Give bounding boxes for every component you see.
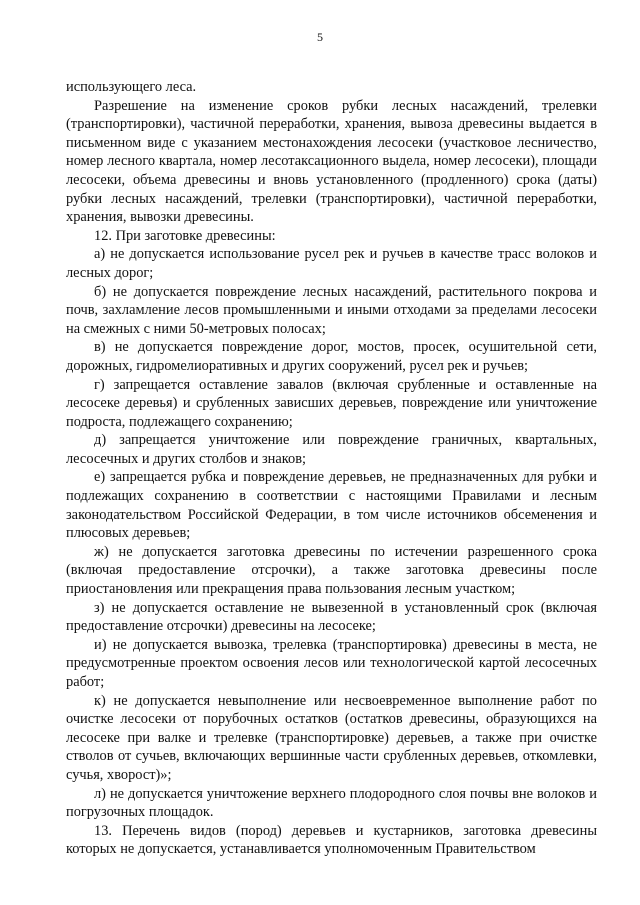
paragraph-item-g: г) запрещается оставление завалов (включая срубленные и оставленные на лесосеке деревья) и срубленных зависших деревьев, повреждение или уничтожение подроста, подлежащего сохранению;	[66, 376, 597, 430]
paragraph-section-12-heading: 12. При заготовке древесины:	[94, 227, 276, 244]
paragraph-item-e: е) запрещается рубка и повреждение деревьев, не предназначенных для рубки и подлежащих сохранению в соответствии с настоящими Правилами и лесным законодательством Российской Федерации, в том числе источников обсеменения и плюсовых деревьев;	[66, 469, 597, 542]
paragraph-item-v: в) не допускается повреждение дорог, мостов, просек, осушительной сети, дорожных, гидромелиоративных и других сооружений, русел рек и ручьев;	[66, 339, 597, 374]
paragraph-item-i: и) не допускается вывозка, трелевка (транспортировка) древесины в места, не предусмотренные проектом освоения лесов или технологической картой лесосечных работ;	[66, 636, 597, 690]
paragraph-section-13: 13. Перечень видов (пород) деревьев и кустарников, заготовка древесины которых не допускается, устанавливается уполномоченным Правительством	[66, 822, 597, 858]
document-body	[66, 78, 597, 859]
paragraph-item-zh: ж) не допускается заготовка древесины по истечении разрешенного срока (включая предоставление отсрочки), а также заготовка древесины после приостановления или прекращения права пользования лесным участком;	[66, 543, 597, 598]
paragraph-item-z: з) не допускается оставление не вывезенной в установленный срок (включая предоставление отсрочки) древесины на лесосеке;	[66, 599, 597, 635]
page-number: 5	[317, 30, 323, 44]
paragraph-permit-change: Разрешение на изменение сроков рубки лесных насаждений, трелевки (транспортировки), частичной переработки, хранения, вывоза древесины выдается в письменном виде с указанием местонахождения лесосеки (участковое лесничество, номер лесного квартала, номер лесотаксационного выдела, номер лесосеки), площади лесосеки, объема древесины и вновь установленного (продленного) срока (даты) рубки лесных насаждений, трелевки (транспортировки), частичной переработки, хранения, вывозки древесины.	[66, 97, 597, 226]
paragraph-continuation: использующего леса.	[66, 79, 197, 95]
paragraph-item-l: л) не допускается уничтожение верхнего плодородного слоя почвы вне волоков и погрузочных площадок.	[66, 785, 597, 821]
paragraph-item-b: б) не допускается повреждение лесных насаждений, растительного покрова и почв, захламление лесов промышленными и иными отходами за пределами лесосеки на смежных с ними 50-метровых полосах;	[66, 283, 597, 337]
paragraph-item-a: а) не допускается использование русел рек и ручьев в качестве трасс волоков и лесных дорог;	[66, 246, 597, 281]
paragraph-item-d: д) запрещается уничтожение или повреждение граничных, квартальных, лесосечных и других столбов и знаков;	[66, 432, 597, 467]
paragraph-item-k: к) не допускается невыполнение или несвоевременное выполнение работ по очистке лесосеки от порубочных остатков (остатков древесины, образующихся на лесосеке при валке и трелевке (транспортировке) деревьев, а также при очистке стволов от сучьев, включающих вершинные части срубленных деревьев, откомлевки, сучья, хворост)»;	[66, 692, 597, 783]
